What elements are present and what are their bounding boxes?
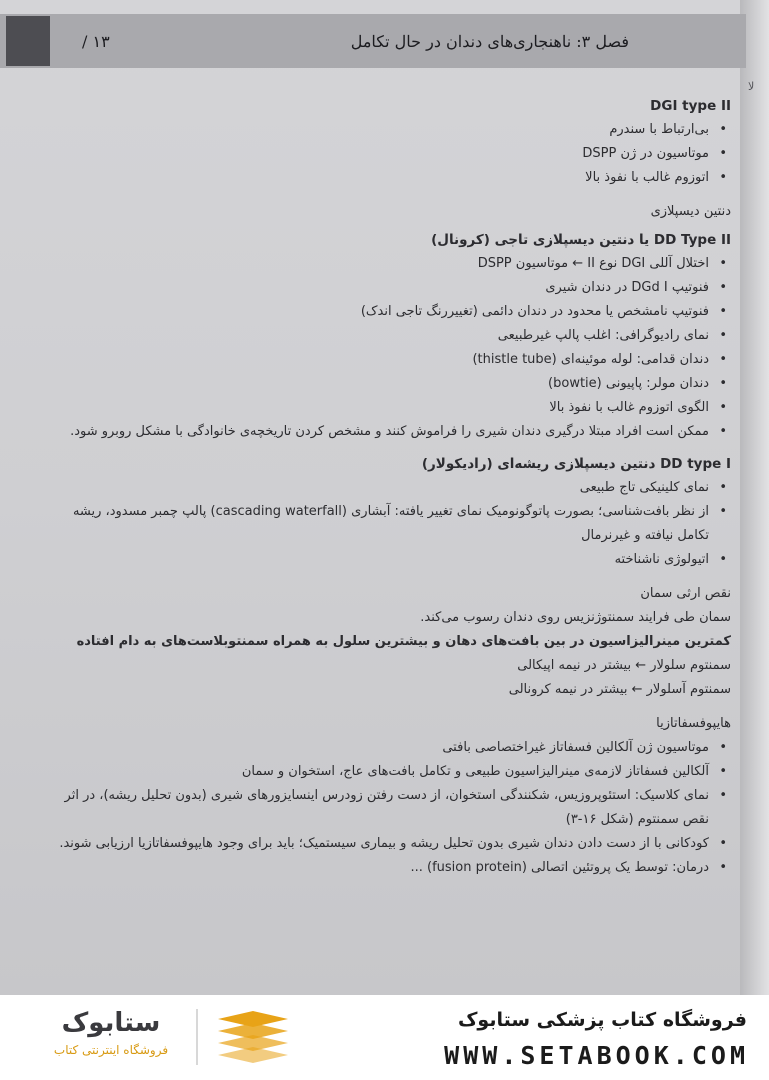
hypophosphatasia-title: هایپوفسفاتازیا [656, 716, 731, 731]
book-stack-logo-icon [210, 1009, 296, 1067]
store-banner [0, 995, 769, 1080]
list-item: • موتاسیون در ژن DSPP [51, 142, 731, 166]
list-item: • از نظر بافت‌شناسی؛ بصورت پاتوگونومیک نمای تغییر یافته: آبشاری (cascading waterfall) پالپ چمبر مسدود، ریشه تکامل نیافته و غیرنرمال [51, 500, 731, 548]
header-marker [6, 16, 50, 66]
list-item: • درمان: توسط یک پروتئین اتصالی (fusion protein) ... [51, 856, 731, 880]
list-item: • ممکن است افراد مبتلا درگیری دندان شیری را فراموش کنند و مشخص کردن تاریخچه‌ی خانوادگی با مشکل روبرو شود. [51, 420, 731, 444]
dd-type-i-heading: DD type I دنتین دیسپلازی ریشه‌ای (رادیکولار) [421, 456, 731, 472]
edge-text: لا [748, 80, 755, 93]
cementum-line-1: سمان طی فرایند سمنتوژنزیس روی دندان رسوب می‌کند. [420, 610, 731, 625]
page-content [51, 90, 731, 880]
store-logo-text: ستابوک [61, 1008, 161, 1038]
list-item: • فنوتیپ DGd I در دندان شیری [51, 276, 731, 300]
dgi-type-ii-list [51, 118, 731, 190]
dentin-dysplasia-title: دنتین دیسپلازی [650, 204, 731, 219]
page-number: / ۱۳ [82, 32, 110, 51]
cementum-defect-title: نقص ارثی سمان [640, 586, 731, 601]
list-item: • نمای کلینیکی تاج طبیعی [51, 476, 731, 500]
hypophosphatasia-list [51, 736, 731, 880]
dd-type-i-list [51, 476, 731, 572]
list-item: • دندان مولر: پاپیونی (bowtie) [51, 372, 731, 396]
list-item: • نمای رادیوگرافی: اغلب پالپ غیرطبیعی [51, 324, 731, 348]
list-item: • بی‌ارتباط با سندرم [51, 118, 731, 142]
dgi-type-ii-heading: DGI type II [650, 98, 731, 114]
list-item: • الگوی اتوزوم غالب با نفوذ بالا [51, 396, 731, 420]
store-url[interactable]: WWW.SETABOOK.COM [444, 1041, 749, 1070]
list-item: • آلکالین فسفاتاز لازمه‌ی مینرالیزاسیون طبیعی و تکامل بافت‌های عاج، استخوان و سمان [51, 760, 731, 784]
list-item: • موتاسیون ژن آلکالین فسفاتاز غیراختصاصی بافتی [51, 736, 731, 760]
list-item: • کودکانی با از دست دادن دندان شیری بدون تحلیل ریشه و بیماری سیستمیک؛ باید برای وجود هایپوفسفاتازیا ارزیابی شوند. [51, 832, 731, 856]
store-logo-subtitle: فروشگاه اینترنتی کتاب [53, 1043, 169, 1057]
dd-type-ii-heading: DD Type II یا دنتین دیسپلازی تاجی (کرونال) [431, 232, 731, 248]
store-name: فروشگاه کتاب پزشکی ستابوک [457, 1009, 747, 1031]
list-item: • فنوتیپ نامشخص یا محدود در دندان دائمی (تغییررنگ تاجی اندک) [51, 300, 731, 324]
list-item: • دندان قدامی: لوله موئینه‌ای (thistle tube) [51, 348, 731, 372]
list-item: • اختلال آللی DGI نوع II ← موتاسیون DSPP [51, 252, 731, 276]
cementum-line-4: سمنتوم آسلولار ← بیشتر در نیمه کرونالی [508, 682, 731, 697]
cementum-line-3: سمنتوم سلولار ← بیشتر در نیمه اپیکالی [517, 658, 731, 673]
page-edge [740, 0, 769, 995]
list-item: • نمای کلاسیک: استئوپروزیس، شکنندگی استخوان، از دست رفتن زودرس اینسایزورهای شیری (بدون تحلیل ریشه)، در اثر نقص سمنتوم (شکل ۱۶-۳) [51, 784, 731, 832]
chapter-title: فصل ۳: ناهنجاری‌های دندان در حال تکامل [350, 32, 629, 51]
list-item: • اتوزوم غالب با نفوذ بالا [51, 166, 731, 190]
dd-type-ii-list [51, 252, 731, 444]
list-item: • اتیولوژی ناشناخته [51, 548, 731, 572]
logo-divider [196, 1009, 198, 1065]
cementum-line-2: کمترین مینرالیزاسیون در بین بافت‌های دهان و بیشترین سلول به همراه سمنتوبلاست‌های به دام افتاده [76, 634, 731, 649]
